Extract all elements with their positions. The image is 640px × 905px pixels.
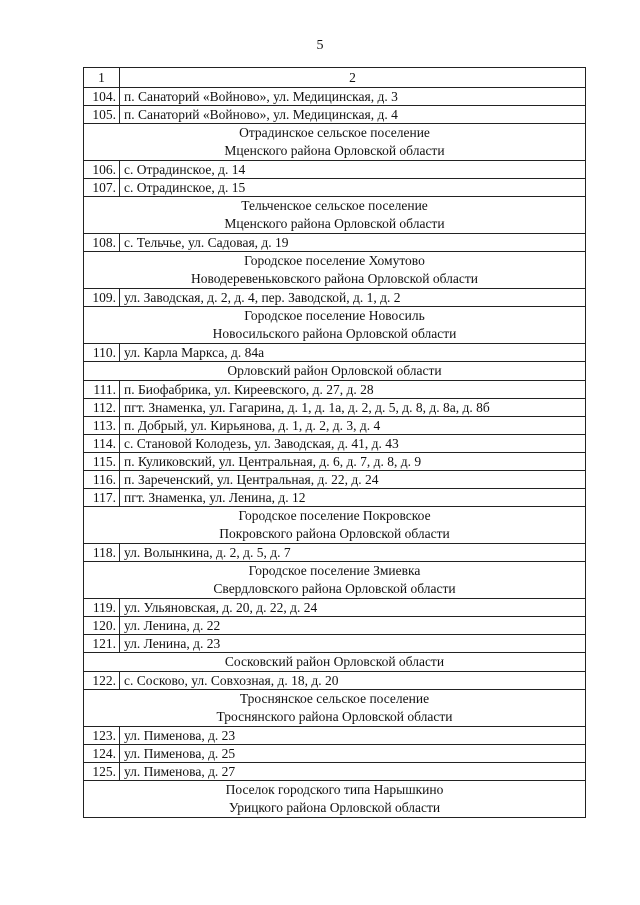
row-address: п. Санаторий «Войново», ул. Медицинская, д. 3 xyxy=(120,88,586,106)
row-number: 111. xyxy=(84,381,120,399)
section-title-line: Покровского района Орловской области xyxy=(219,526,450,541)
table-row xyxy=(84,599,586,617)
header-col-1: 1 xyxy=(84,68,120,88)
row-number: 121. xyxy=(84,635,120,653)
row-number: 112. xyxy=(84,399,120,417)
row-address: ул. Пименова, д. 23 xyxy=(120,727,586,745)
row-number: 117. xyxy=(84,489,120,507)
row-number: 124. xyxy=(84,745,120,763)
table-row xyxy=(84,179,586,197)
row-number: 105. xyxy=(84,106,120,124)
row-address: п. Санаторий «Войново», ул. Медицинская, д. 4 xyxy=(120,106,586,124)
table-header-row xyxy=(84,68,586,88)
section-title-line: Городское поселение Хомутово xyxy=(244,253,425,268)
row-address: с. Отрадинское, д. 15 xyxy=(120,179,586,197)
section-title-line: Троснянского района Орловской области xyxy=(216,709,453,724)
row-address: п. Зареченский, ул. Центральная, д. 22, д. 24 xyxy=(120,471,586,489)
section-header-row xyxy=(84,307,586,344)
table-row xyxy=(84,435,586,453)
section-title xyxy=(84,252,586,289)
table-row xyxy=(84,763,586,781)
row-address: с. Отрадинское, д. 14 xyxy=(120,161,586,179)
section-title xyxy=(84,507,586,544)
row-number: 109. xyxy=(84,289,120,307)
table-row xyxy=(84,161,586,179)
section-title-line: Городское поселение Змиевка xyxy=(248,563,421,578)
section-header-row xyxy=(84,690,586,727)
row-number: 123. xyxy=(84,727,120,745)
table-row xyxy=(84,381,586,399)
table-row xyxy=(84,106,586,124)
section-title-line: Новодеревеньковского района Орловской области xyxy=(190,271,479,286)
row-number: 108. xyxy=(84,234,120,252)
section-header-row xyxy=(84,781,586,818)
section-title-line: Поселок городского типа Нарышкино xyxy=(225,782,444,797)
table-row xyxy=(84,399,586,417)
table-row xyxy=(84,727,586,745)
section-title-line: Троснянское сельское поселение xyxy=(239,691,430,706)
page-number: 5 xyxy=(316,38,324,53)
row-number: 125. xyxy=(84,763,120,781)
section-header-row xyxy=(84,124,586,161)
section-header-row xyxy=(84,197,586,234)
row-number: 116. xyxy=(84,471,120,489)
row-address: пгт. Знаменка, ул. Гагарина, д. 1, д. 1а, д. 2, д. 5, д. 8, д. 8а, д. 8б xyxy=(120,399,586,417)
row-address: с. Становой Колодезь, ул. Заводская, д. 41, д. 43 xyxy=(120,435,586,453)
table-body xyxy=(84,68,586,818)
section-title-line: Новосильского района Орловской области xyxy=(212,326,457,341)
table-row xyxy=(84,471,586,489)
row-address: с. Сосково, ул. Совхозная, д. 18, д. 20 xyxy=(120,672,586,690)
section-title xyxy=(84,690,586,727)
table-row xyxy=(84,617,586,635)
row-number: 113. xyxy=(84,417,120,435)
section-title-line: Сосковский район Орловской области xyxy=(224,654,445,669)
row-number: 104. xyxy=(84,88,120,106)
table-row xyxy=(84,672,586,690)
section-header-row xyxy=(84,252,586,289)
row-address: п. Куликовский, ул. Центральная, д. 6, д. 7, д. 8, д. 9 xyxy=(120,453,586,471)
row-address: ул. Заводская, д. 2, д. 4, пер. Заводской, д. 1, д. 2 xyxy=(120,289,586,307)
section-title xyxy=(84,653,586,672)
section-title-line: Мценского района Орловской области xyxy=(224,216,445,231)
table-row xyxy=(84,289,586,307)
row-number: 115. xyxy=(84,453,120,471)
section-title-line: Городское поселение Новосиль xyxy=(244,308,425,323)
row-address: ул. Ленина, д. 23 xyxy=(120,635,586,653)
table-row xyxy=(84,344,586,362)
section-title xyxy=(84,362,586,381)
table-row xyxy=(84,544,586,562)
table-row xyxy=(84,635,586,653)
row-number: 119. xyxy=(84,599,120,617)
section-title-line: Отрадинское сельское поселение xyxy=(239,125,430,140)
row-number: 118. xyxy=(84,544,120,562)
row-address: ул. Волынкина, д. 2, д. 5, д. 7 xyxy=(120,544,586,562)
section-header-row xyxy=(84,507,586,544)
table-row xyxy=(84,417,586,435)
section-title-line: Орловский район Орловской области xyxy=(227,363,442,378)
row-number: 110. xyxy=(84,344,120,362)
row-number: 120. xyxy=(84,617,120,635)
section-title-line: Городское поселение Покровское xyxy=(238,508,431,523)
section-title xyxy=(84,781,586,818)
row-number: 107. xyxy=(84,179,120,197)
section-header-row xyxy=(84,362,586,381)
table-row xyxy=(84,489,586,507)
table-row xyxy=(84,88,586,106)
table-row xyxy=(84,453,586,471)
table-row xyxy=(84,745,586,763)
row-address: п. Добрый, ул. Кирьянова, д. 1, д. 2, д. 3, д. 4 xyxy=(120,417,586,435)
section-title xyxy=(84,197,586,234)
row-number: 114. xyxy=(84,435,120,453)
section-title xyxy=(84,562,586,599)
row-address: пгт. Знаменка, ул. Ленина, д. 12 xyxy=(120,489,586,507)
section-title-line: Тельченское сельское поселение xyxy=(241,198,428,213)
section-title-line: Мценского района Орловской области xyxy=(224,143,445,158)
section-title-line: Урицкого района Орловской области xyxy=(228,800,441,815)
addresses-table xyxy=(83,67,586,818)
row-address: ул. Карла Маркса, д. 84а xyxy=(120,344,586,362)
section-title xyxy=(84,124,586,161)
row-address: ул. Пименова, д. 25 xyxy=(120,745,586,763)
row-number: 122. xyxy=(84,672,120,690)
section-header-row xyxy=(84,653,586,672)
row-address: п. Биофабрика, ул. Киреевского, д. 27, д. 28 xyxy=(120,381,586,399)
row-address: ул. Ульяновская, д. 20, д. 22, д. 24 xyxy=(120,599,586,617)
row-address: ул. Пименова, д. 27 xyxy=(120,763,586,781)
header-col-2: 2 xyxy=(120,68,586,88)
row-address: с. Тельчье, ул. Садовая, д. 19 xyxy=(120,234,586,252)
row-address: ул. Ленина, д. 22 xyxy=(120,617,586,635)
section-title xyxy=(84,307,586,344)
section-header-row xyxy=(84,562,586,599)
row-number: 106. xyxy=(84,161,120,179)
table-row xyxy=(84,234,586,252)
section-title-line: Свердловского района Орловской области xyxy=(213,581,456,596)
